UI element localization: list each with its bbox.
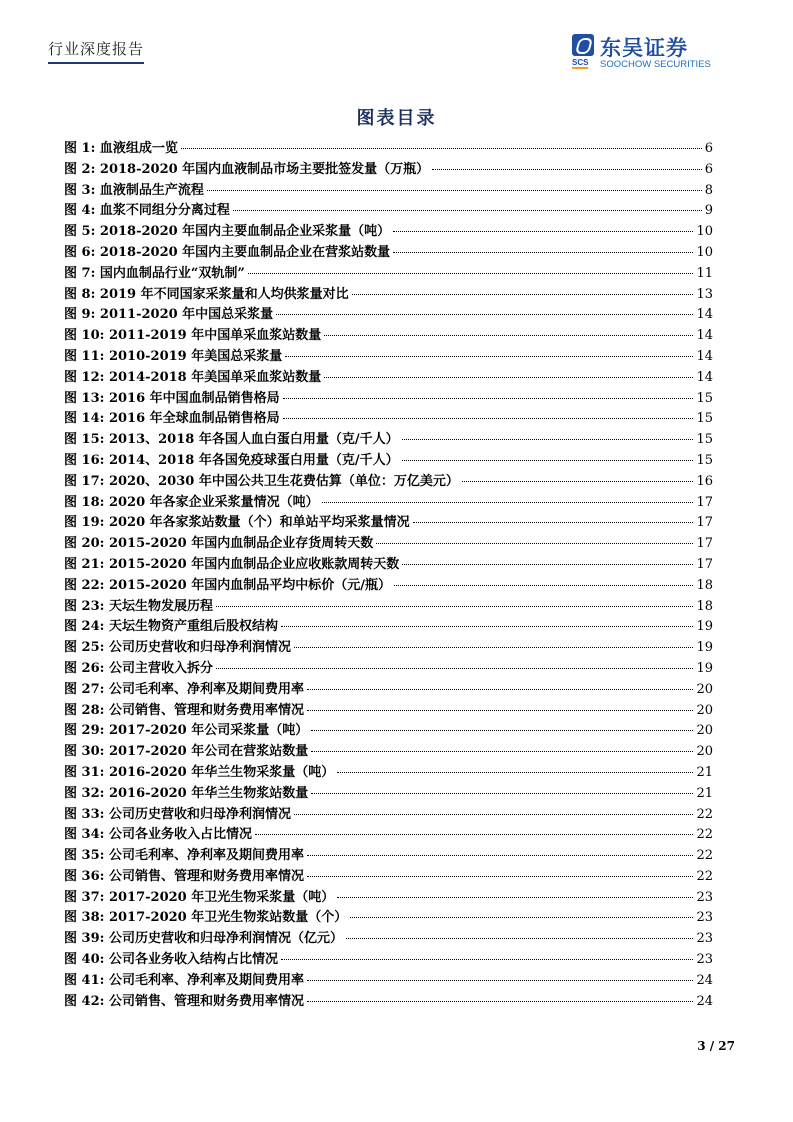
toc-entry-page: 19 [696, 660, 713, 676]
dot-leader [294, 647, 694, 648]
dot-leader [294, 814, 694, 815]
toc-entry-page: 10 [696, 224, 713, 240]
dot-leader [350, 917, 693, 918]
toc-entry[interactable] [64, 823, 713, 844]
toc-entry-label: 图 25: 公司历史营收和归母净利润情况 [64, 640, 291, 656]
toc-entry-page: 9 [704, 203, 713, 219]
dot-leader [285, 356, 693, 357]
dot-leader [393, 231, 693, 232]
toc-entry[interactable] [64, 179, 713, 200]
toc-entry-label: 图 36: 公司销售、管理和财务费用率情况 [64, 868, 304, 884]
dot-leader [307, 980, 694, 981]
toc-entry-label: 图 11: 2010-2019 年美国总采浆量 [64, 348, 283, 364]
toc-entry[interactable] [64, 137, 713, 158]
toc-entry[interactable] [64, 511, 713, 532]
toc-entry-label: 图 26: 公司主营收入拆分 [64, 660, 213, 676]
toc-entry[interactable] [64, 345, 713, 366]
toc-entry[interactable] [64, 844, 713, 865]
dot-leader [281, 626, 694, 627]
toc-entry[interactable] [64, 366, 713, 387]
toc-entry-label: 图 8: 2019 年不同国家采浆量和人均供浆量对比 [64, 286, 349, 302]
dot-leader [276, 314, 693, 315]
toc-entry-label: 图 39: 公司历史营收和归母净利润情况（亿元） [64, 931, 343, 947]
dot-leader [402, 439, 694, 440]
dot-leader [307, 876, 694, 877]
toc-entry-page: 20 [696, 681, 713, 697]
toc-entry-page: 6 [704, 161, 713, 177]
toc-entry-label: 图 38: 2017-2020 年卫光生物浆站数量（个） [64, 910, 348, 926]
toc-entry-label: 图 21: 2015-2020 年国内血制品企业应收账款周转天数 [64, 556, 400, 572]
toc-entry-label: 图 18: 2020 年各家企业采浆量情况（吨） [64, 494, 319, 510]
toc-entry[interactable] [64, 719, 713, 740]
toc-entry-label: 图 10: 2011-2019 年中国单采血浆站数量 [64, 328, 322, 344]
toc-entry[interactable] [64, 387, 713, 408]
toc-entry-label: 图 5: 2018-2020 年国内主要血制品企业采浆量（吨） [64, 224, 391, 240]
dot-leader [337, 897, 693, 898]
toc-entry-label: 图 16: 2014、2018 年各国免疫球蛋白用量（克/千人） [64, 452, 399, 468]
dot-leader [432, 169, 702, 170]
toc-entry-label: 图 42: 公司销售、管理和财务费用率情况 [64, 993, 304, 1009]
toc-entry[interactable] [64, 220, 713, 241]
toc-entry-page: 17 [696, 536, 713, 552]
toc-entry-label: 图 4: 血浆不同组分分离过程 [64, 203, 230, 219]
toc-entry-label: 图 24: 天坛生物资产重组后股权结构 [64, 619, 278, 635]
toc-entry-page: 14 [696, 348, 713, 364]
toc-entry[interactable] [64, 761, 713, 782]
toc-entry-label: 图 6: 2018-2020 年国内主要血制品企业在营浆站数量 [64, 244, 391, 260]
dot-leader [307, 710, 694, 711]
dot-leader [248, 273, 694, 274]
toc-entry-page: 18 [696, 598, 713, 614]
dot-leader [281, 959, 694, 960]
toc-entry[interactable] [64, 470, 713, 491]
toc-entry[interactable] [64, 906, 713, 927]
toc-entry[interactable] [64, 303, 713, 324]
toc-entry-label: 图 22: 2015-2020 年国内血制品平均中标价（元/瓶） [64, 577, 391, 593]
toc-entry-page: 22 [696, 827, 713, 843]
toc-entry-label: 图 2: 2018-2020 年国内血液制品市场主要批签发量（万瓶） [64, 161, 430, 177]
toc-entry-label: 图 9: 2011-2020 年中国总采浆量 [64, 307, 274, 323]
dot-leader [462, 481, 694, 482]
toc-entry-page: 23 [696, 931, 713, 947]
toc-entry-label: 图 34: 公司各业务收入占比情况 [64, 827, 252, 843]
dot-leader [352, 294, 694, 295]
toc-entry[interactable] [64, 990, 713, 1011]
toc-entry-label: 图 15: 2013、2018 年各国人血白蛋白用量（克/千人） [64, 432, 399, 448]
dot-leader [324, 377, 693, 378]
dot-leader [324, 335, 693, 336]
logo-abbr: SCS [572, 58, 589, 67]
toc-entry-page: 13 [696, 286, 713, 302]
toc-entry-page: 20 [696, 723, 713, 739]
logo-chinese-name: 东吴证券 [600, 36, 688, 60]
toc-entry[interactable] [64, 553, 713, 574]
toc-entry-page: 23 [696, 910, 713, 926]
toc-entry[interactable] [64, 803, 713, 824]
toc-entry-page: 10 [696, 244, 713, 260]
toc-entry-label: 图 17: 2020、2030 年中国公共卫生花费估算（单位：万亿美元） [64, 473, 459, 489]
toc-entry-label: 图 7: 国内血制品行业“双轨制” [64, 265, 245, 281]
dot-leader [307, 689, 694, 690]
toc-entry-page: 6 [704, 141, 713, 156]
dot-leader [311, 730, 693, 731]
toc-entry-page: 15 [696, 411, 713, 427]
toc-entry[interactable] [64, 678, 713, 699]
toc-entry-page: 17 [696, 515, 713, 531]
soochow-securities-logo [572, 34, 732, 74]
toc-entry-page: 22 [696, 848, 713, 864]
toc-entry[interactable] [64, 948, 713, 969]
toc-entry-page: 20 [696, 744, 713, 760]
toc-entry-page: 17 [696, 494, 713, 510]
toc-entry[interactable] [64, 886, 713, 907]
toc-entry-label: 图 37: 2017-2020 年卫光生物采浆量（吨） [64, 889, 335, 905]
toc-entry-label: 图 28: 公司销售、管理和财务费用率情况 [64, 702, 304, 718]
dot-leader [233, 210, 702, 211]
toc-entry-page: 15 [696, 432, 713, 448]
toc-entry-page: 22 [696, 868, 713, 884]
toc-entry[interactable] [64, 740, 713, 761]
toc-entry[interactable] [64, 158, 713, 179]
toc-entry[interactable] [64, 657, 713, 678]
toc-entry-page: 17 [696, 556, 713, 572]
toc-entry-label: 图 20: 2015-2020 年国内血制品企业存货周转天数 [64, 536, 374, 552]
toc-entry-page: 23 [696, 889, 713, 905]
dot-leader [207, 190, 702, 191]
toc-entry[interactable] [64, 782, 713, 803]
toc-entry[interactable] [64, 324, 713, 345]
dot-leader [307, 1001, 694, 1002]
toc-entry-label: 图 12: 2014-2018 年美国单采血浆站数量 [64, 369, 322, 385]
toc-entry[interactable] [64, 636, 713, 657]
toc-entry[interactable] [64, 283, 713, 304]
toc-entry-label: 图 23: 天坛生物发展历程 [64, 598, 213, 614]
dot-leader [283, 398, 694, 399]
toc-entry-label: 图 32: 2016-2020 年华兰生物浆站数量 [64, 785, 309, 801]
dot-leader [413, 522, 694, 523]
toc-entry-label: 图 14: 2016 年全球血制品销售格局 [64, 411, 280, 427]
toc-entry[interactable] [64, 969, 713, 990]
toc-entry[interactable] [64, 532, 713, 553]
toc-entry-label: 图 41: 公司毛利率、净利率及期间费用率 [64, 972, 304, 988]
dot-leader [376, 543, 693, 544]
toc-entry[interactable] [64, 865, 713, 886]
dot-leader [337, 772, 693, 773]
toc-entry-page: 24 [696, 993, 713, 1009]
dot-leader [255, 834, 694, 835]
toc-entry-label: 图 1: 血液组成一览 [64, 141, 178, 156]
dot-leader [402, 564, 693, 565]
toc-entry[interactable] [64, 199, 713, 220]
toc-entry-label: 图 29: 2017-2020 年公司采浆量（吨） [64, 723, 309, 739]
toc-entry-page: 14 [696, 328, 713, 344]
toc-entry-page: 11 [696, 265, 713, 281]
dot-leader [393, 252, 693, 253]
logo-mark-icon [572, 34, 594, 56]
page-number: 3 / 27 [697, 1039, 735, 1053]
toc-entry-page: 15 [696, 390, 713, 406]
dot-leader [283, 418, 694, 419]
dot-leader [311, 751, 693, 752]
toc-entry-page: 18 [696, 577, 713, 593]
toc-entry[interactable] [64, 574, 713, 595]
page-title: 图表目录 [356, 108, 437, 129]
dot-leader [346, 938, 694, 939]
toc-entry[interactable] [64, 262, 713, 283]
logo-english-name: SOOCHOW SECURITIES [600, 59, 711, 70]
dot-leader [216, 668, 694, 669]
toc-entry[interactable] [64, 241, 713, 262]
toc-entry-page: 22 [696, 806, 713, 822]
toc-entry-page: 21 [696, 764, 713, 780]
toc-entry[interactable] [64, 699, 713, 720]
toc-entry[interactable] [64, 595, 713, 616]
toc-entry-label: 图 13: 2016 年中国血制品销售格局 [64, 390, 280, 406]
toc-entry-label: 图 30: 2017-2020 年公司在营浆站数量 [64, 744, 309, 760]
toc-entry-page: 19 [696, 619, 713, 635]
toc-entry-label: 图 31: 2016-2020 年华兰生物采浆量（吨） [64, 764, 335, 780]
toc-entry-page: 14 [696, 369, 713, 385]
toc-entry[interactable] [64, 615, 713, 636]
dot-leader [402, 460, 694, 461]
dot-leader [216, 606, 694, 607]
dot-leader [322, 502, 694, 503]
toc-entry-page: 14 [696, 307, 713, 323]
toc-entry-page: 24 [696, 972, 713, 988]
toc-entry-label: 图 27: 公司毛利率、净利率及期间费用率 [64, 681, 304, 697]
dot-leader [394, 585, 693, 586]
toc-entry-page: 16 [696, 473, 713, 489]
toc-entry-label: 图 33: 公司历史营收和归母净利润情况 [64, 806, 291, 822]
toc-entry-page: 19 [696, 640, 713, 656]
toc-entry[interactable] [64, 407, 713, 428]
dot-leader [181, 148, 702, 149]
dot-leader [307, 855, 694, 856]
toc-entry-label: 图 35: 公司毛利率、净利率及期间费用率 [64, 848, 304, 864]
dot-leader [311, 793, 693, 794]
toc-entry[interactable] [64, 927, 713, 948]
report-type-label: 行业深度报告 [48, 38, 144, 64]
toc-entry-page: 15 [696, 452, 713, 468]
toc-entry-page: 21 [696, 785, 713, 801]
toc-entry[interactable] [64, 449, 713, 470]
toc-entry-label: 图 40: 公司各业务收入结构占比情况 [64, 952, 278, 968]
toc-entry-page: 8 [704, 182, 713, 198]
toc-entry-page: 20 [696, 702, 713, 718]
toc-entry[interactable] [64, 491, 713, 512]
figure-toc-list [64, 137, 713, 1010]
toc-entry-label: 图 19: 2020 年各家浆站数量（个）和单站平均采浆量情况 [64, 515, 410, 531]
toc-entry-page: 23 [696, 952, 713, 968]
toc-entry-label: 图 3: 血液制品生产流程 [64, 182, 204, 198]
toc-entry[interactable] [64, 428, 713, 449]
